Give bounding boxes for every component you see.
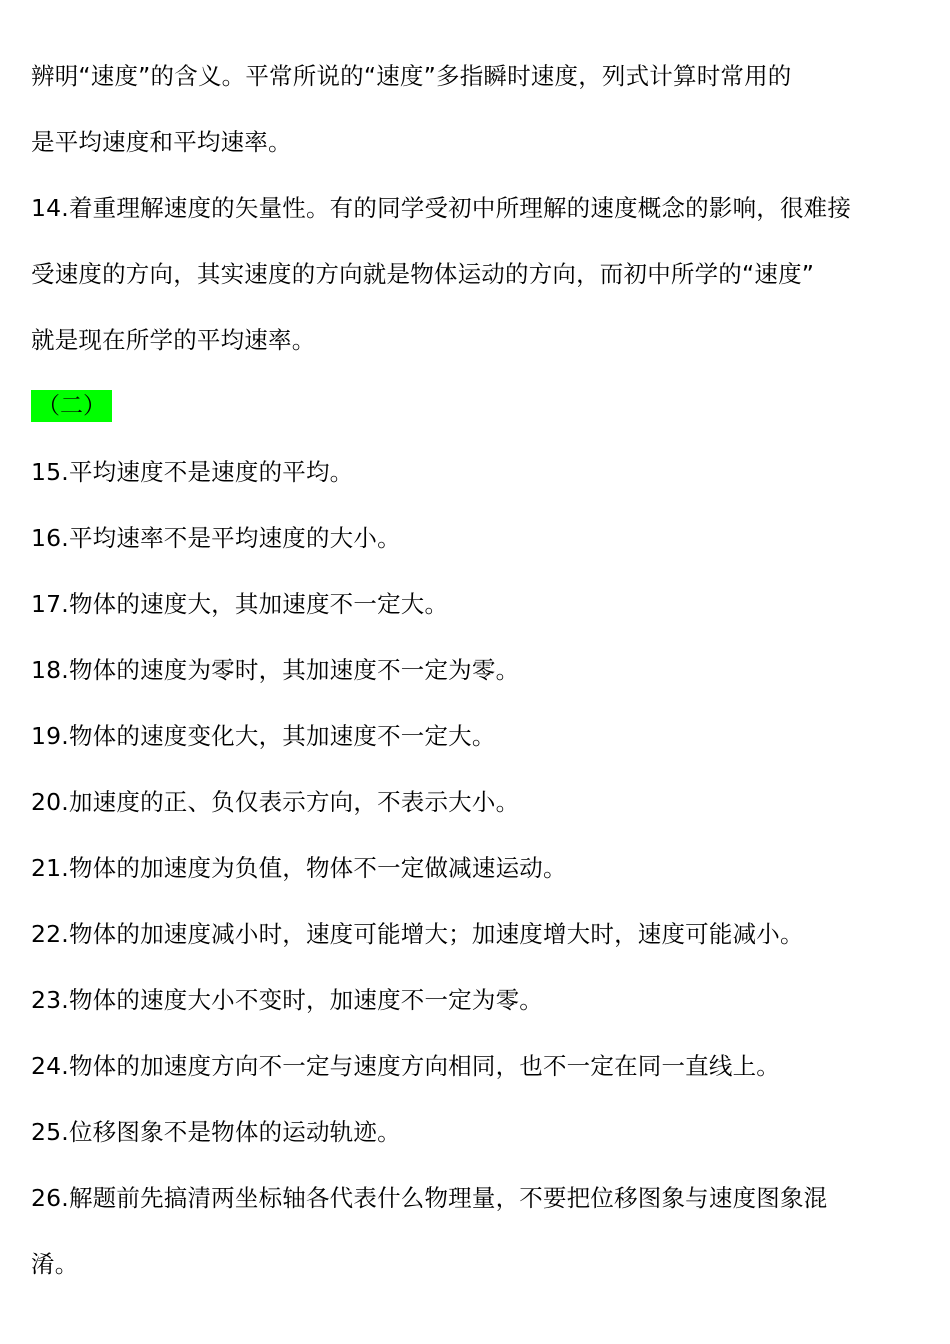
intro-line-1: 辨明“速度”的含义。平常所说的“速度”多指瞬时速度，列式计算时常用的: [31, 62, 792, 90]
list-item-18: 18.物体的速度为零时，其加速度不一定为零。: [31, 656, 520, 684]
list-item-23: 23.物体的速度大小不变时，加速度不一定为零。: [31, 986, 543, 1014]
list-item-25: 25.位移图象不是物体的运动轨迹。: [31, 1118, 401, 1146]
list-item-21: 21.物体的加速度为负值，物体不一定做减速运动。: [31, 854, 567, 882]
list-item-20: 20.加速度的正、负仅表示方向，不表示大小。: [31, 788, 520, 816]
list-item-17: 17.物体的速度大，其加速度不一定大。: [31, 590, 449, 618]
list-item-16: 16.平均速率不是平均速度的大小。: [31, 524, 401, 552]
list-item-22: 22.物体的加速度减小时，速度可能增大；加速度增大时，速度可能减小。: [31, 920, 804, 948]
item-14-line-2: 受速度的方向，其实速度的方向就是物体运动的方向，而初中所学的“速度”: [31, 260, 815, 288]
item-26-line-2: 淆。: [31, 1250, 79, 1278]
item-14-line-3: 就是现在所学的平均速率。: [31, 326, 316, 354]
intro-line-2: 是平均速度和平均速率。: [31, 128, 292, 156]
list-item-24: 24.物体的加速度方向不一定与速度方向相同，也不一定在同一直线上。: [31, 1052, 780, 1080]
item-26-line-1: 26.解题前先搞清两坐标轴各代表什么物理量，不要把位移图象与速度图象混: [31, 1184, 828, 1212]
item-14-line-1: 14.着重理解速度的矢量性。有的同学受初中所理解的速度概念的影响，很难接: [31, 194, 852, 222]
section-heading-highlighted: （二）: [31, 390, 112, 422]
list-item-15: 15.平均速度不是速度的平均。: [31, 458, 354, 486]
list-item-19: 19.物体的速度变化大，其加速度不一定大。: [31, 722, 496, 750]
